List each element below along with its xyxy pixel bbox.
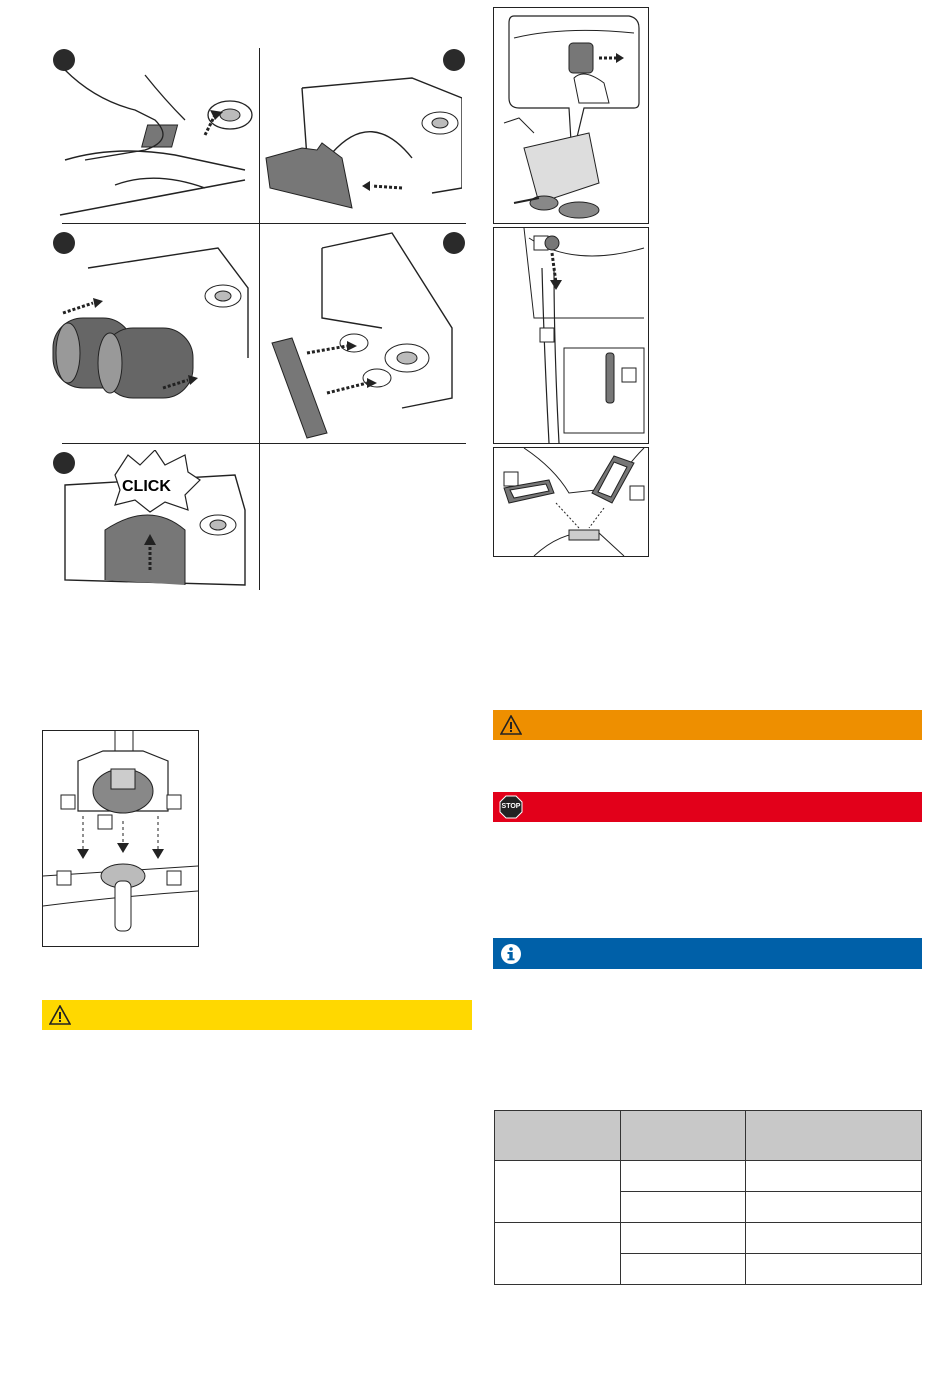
step-2-illustration [262,58,462,218]
table-cell [620,1192,746,1223]
step-5-illustration [60,450,250,590]
hose-drain-figure [493,227,649,444]
machine-lever-figure [493,7,649,224]
click-label: CLICK [122,478,171,495]
stop-sign-text: STOP [501,803,521,810]
specification-table [494,1110,922,1285]
table-cell [746,1192,922,1223]
table-cell [620,1161,746,1192]
table-cell [620,1223,746,1254]
warning-triangle-icon [499,713,523,737]
table-cell [620,1254,746,1285]
info-icon [499,942,523,966]
table-header-cell [495,1111,621,1161]
grid-divider-vertical [259,48,260,590]
stop-banner [493,792,922,822]
table-row [495,1161,922,1192]
table-header-cell [746,1111,922,1161]
grid-divider-row1 [62,223,466,224]
table-header-cell [620,1111,746,1161]
squeegee-tray-illustration [494,448,648,556]
stop-sign-icon [499,795,523,819]
table-row [495,1223,922,1254]
caution-banner [42,1000,472,1030]
table-group-cell [495,1161,621,1223]
warning-banner [493,710,922,740]
machine-lever-illustration [494,8,648,223]
step-3-illustration [48,228,258,440]
table-cell [746,1254,922,1285]
table-group-cell [495,1223,621,1285]
grid-divider-row2 [62,443,466,444]
step-1-illustration [55,60,255,220]
hose-drain-illustration [494,228,648,443]
brush-mount-illustration [43,731,198,946]
table-header-row [495,1111,922,1161]
squeegee-tray-figure [493,447,649,557]
info-banner [493,938,922,969]
table-cell [746,1161,922,1192]
table-cell [746,1223,922,1254]
step-4-illustration [262,228,462,440]
warning-triangle-icon [48,1003,72,1027]
brush-mount-figure [42,730,199,947]
